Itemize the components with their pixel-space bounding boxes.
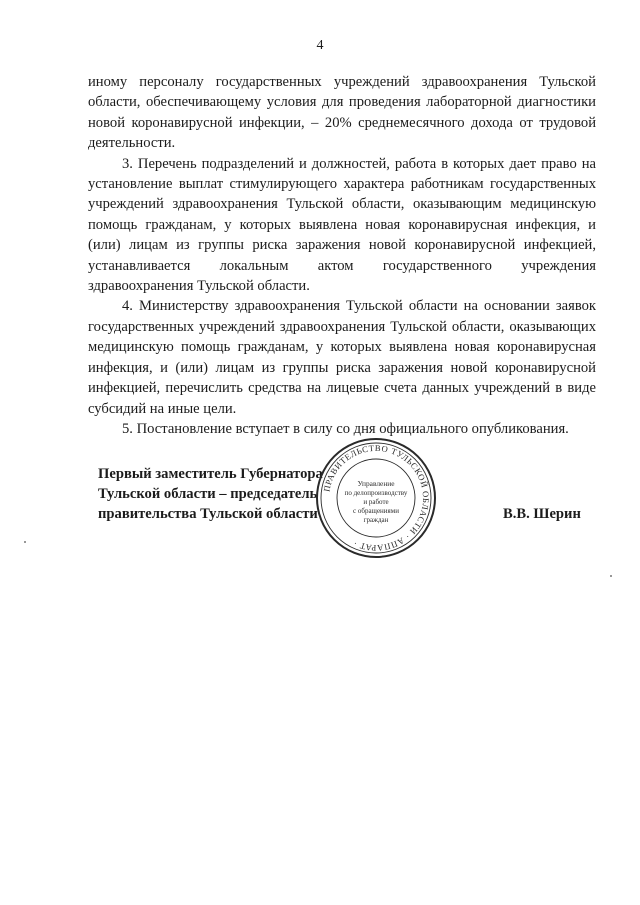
page-number: 4: [316, 38, 324, 53]
scan-speck: [24, 541, 26, 543]
seal-inner-line: по делопроизводству: [344, 489, 408, 497]
paragraph-5: 5. Постановление вступает в силу со дня официального опубликования.: [122, 420, 569, 437]
seal-inner-line: граждан: [363, 516, 389, 524]
seal-inner-line: и работе: [363, 498, 389, 506]
paragraph-continuation: иному персоналу государственных учреждений здравоохранения Тульской области, обеспечивающему условия для проведения лабораторной диагностики новой коронавирусной инфекции, – 20% среднемесячного дохода от трудовой деятельности.: [88, 74, 596, 152]
signatory-position-line: правительства Тульской области: [98, 506, 318, 522]
signatory-name: В.В. Шерин: [503, 506, 581, 522]
signatory-position-line: Первый заместитель Губернатора: [98, 466, 323, 482]
signatory-position-line: Тульской области – председатель: [98, 486, 318, 502]
seal-inner-line: с обращениями: [353, 507, 399, 515]
paragraph-3: 3. Перечень подразделений и должностей, работа в которых дает право на установление выплат стимулирующего характера работникам государственных учреждений здравоохранения Тульской области, оказывающим медицинскую помощь гражданам, у которых выявлена новая коронавирусная инфекция, и (или) лицам из группы риска заражения новой коронавирусной инфекцией, устанавливается локальным актом государственного учреждения здравоохранения Тульской области.: [88, 155, 596, 295]
signatory-position: [98, 464, 323, 524]
document-body: [88, 72, 596, 439]
paragraph-4: 4. Министерству здравоохранения Тульской области на основании заявок государственных учреждений здравоохранения Тульской области, оказывающих медицинскую помощь гражданам, у которых выявлена новая коронавирусная инфекция, и (или) лицам из группы риска заражения новой коронавирусной инфекцией, перечислить средства на лицевые счета данных учреждений в виде субсидий на иные цели.: [88, 298, 596, 417]
seal-inner-line: Управление: [357, 479, 395, 488]
official-seal: [314, 436, 438, 560]
seal-outer-text: ПРАВИТЕЛЬСТВО ТУЛЬСКОЙ ОБЛАСТИ · АППАРАТ ·: [321, 442, 432, 554]
scan-speck: [610, 575, 612, 577]
